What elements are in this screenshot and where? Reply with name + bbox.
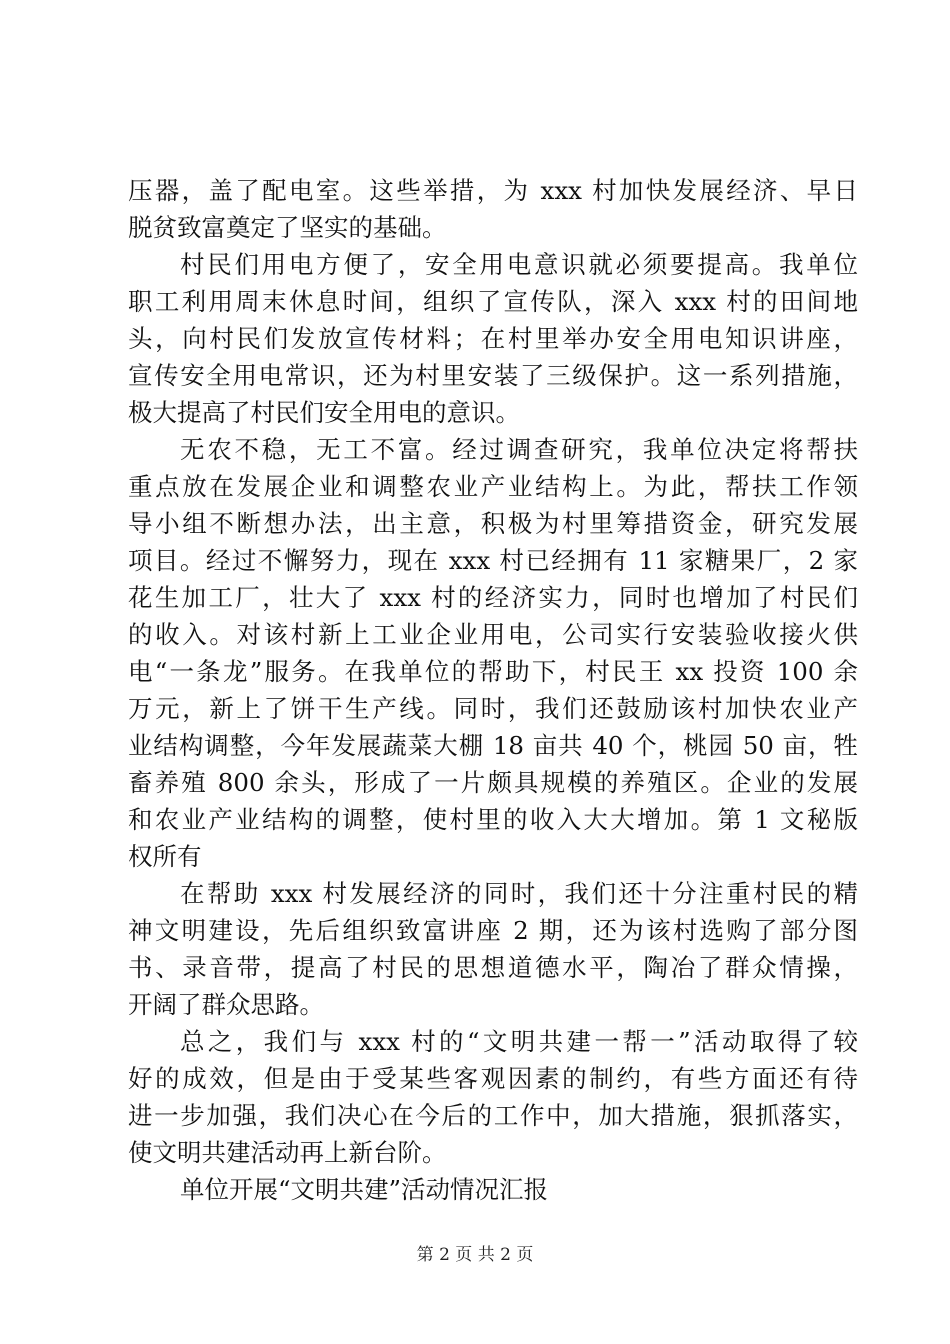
text-line: 进一步加强，我们决心在今后的工作中，加大措施，狠抓落实， <box>128 1101 858 1130</box>
text-line: 业结构调整，今年发展蔬菜大棚 18 亩共 40 个，桃园 50 亩，牲 <box>128 731 858 760</box>
text-line: 头，向村民们发放宣传材料；在村里举办安全用电知识讲座， <box>128 324 858 353</box>
text-line: 电“一条龙”服务。在我单位的帮助下，村民王 xx 投资 100 余 <box>128 657 858 686</box>
text-line: 使文明共建活动再上新台阶。 <box>128 1138 447 1167</box>
text-line: 无农不稳，无工不富。经过调查研究，我单位决定将帮扶 <box>180 435 858 464</box>
text-line: 总之，我们与 xxx 村的“文明共建一帮一”活动取得了较 <box>180 1027 858 1056</box>
text-line: 项目。经过不懈努力，现在 xxx 村已经拥有 11 家糖果厂，2 家 <box>128 546 858 575</box>
text-line: 开阔了群众思路。 <box>128 990 324 1019</box>
text-line: 在帮助 xxx 村发展经济的同时，我们还十分注重村民的精 <box>180 879 858 908</box>
text-line: 宣传安全用电常识，还为村里安装了三级保护。这一系列措施， <box>128 361 858 390</box>
text-line: 神文明建设，先后组织致富讲座 2 期，还为该村选购了部分图 <box>128 916 858 945</box>
text-line: 畜养殖 800 余头，形成了一片颇具规模的养殖区。企业的发展 <box>128 768 858 797</box>
text-line: 极大提高了村民们安全用电的意识。 <box>128 398 520 427</box>
text-line: 的收入。对该村新上工业企业用电，公司实行安装验收接火供 <box>128 620 858 649</box>
page-footer: 第 2 页 共 2 页 <box>416 1245 534 1265</box>
text-line: 脱贫致富奠定了坚实的基础。 <box>128 213 447 242</box>
document-body <box>128 172 858 1208</box>
text-line: 权所有 <box>128 842 202 871</box>
text-line: 职工利用周末休息时间，组织了宣传队，深入 xxx 村的田间地 <box>128 287 858 316</box>
text-line: 书、录音带，提高了村民的思想道德水平，陶冶了群众情操， <box>128 953 858 982</box>
text-line: 压器，盖了配电室。这些举措，为 xxx 村加快发展经济、早日 <box>128 176 858 205</box>
text-line: 好的成效，但是由于受某些客观因素的制约，有些方面还有待 <box>128 1064 858 1093</box>
text-line: 和农业产业结构的调整，使村里的收入大大增加。第 1 文秘版 <box>128 805 858 834</box>
text-line: 花生加工厂，壮大了 xxx 村的经济实力，同时也增加了村民们 <box>128 583 858 612</box>
text-line: 万元，新上了饼干生产线。同时，我们还鼓励该村加快农业产 <box>128 694 858 723</box>
text-line: 导小组不断想办法，出主意，积极为村里筹措资金，研究发展 <box>128 509 858 538</box>
text-line: 村民们用电方便了，安全用电意识就必须要提高。我单位 <box>180 250 858 279</box>
text-line: 单位开展“文明共建”活动情况汇报 <box>180 1175 549 1204</box>
text-line: 重点放在发展企业和调整农业产业结构上。为此，帮扶工作领 <box>128 472 858 501</box>
